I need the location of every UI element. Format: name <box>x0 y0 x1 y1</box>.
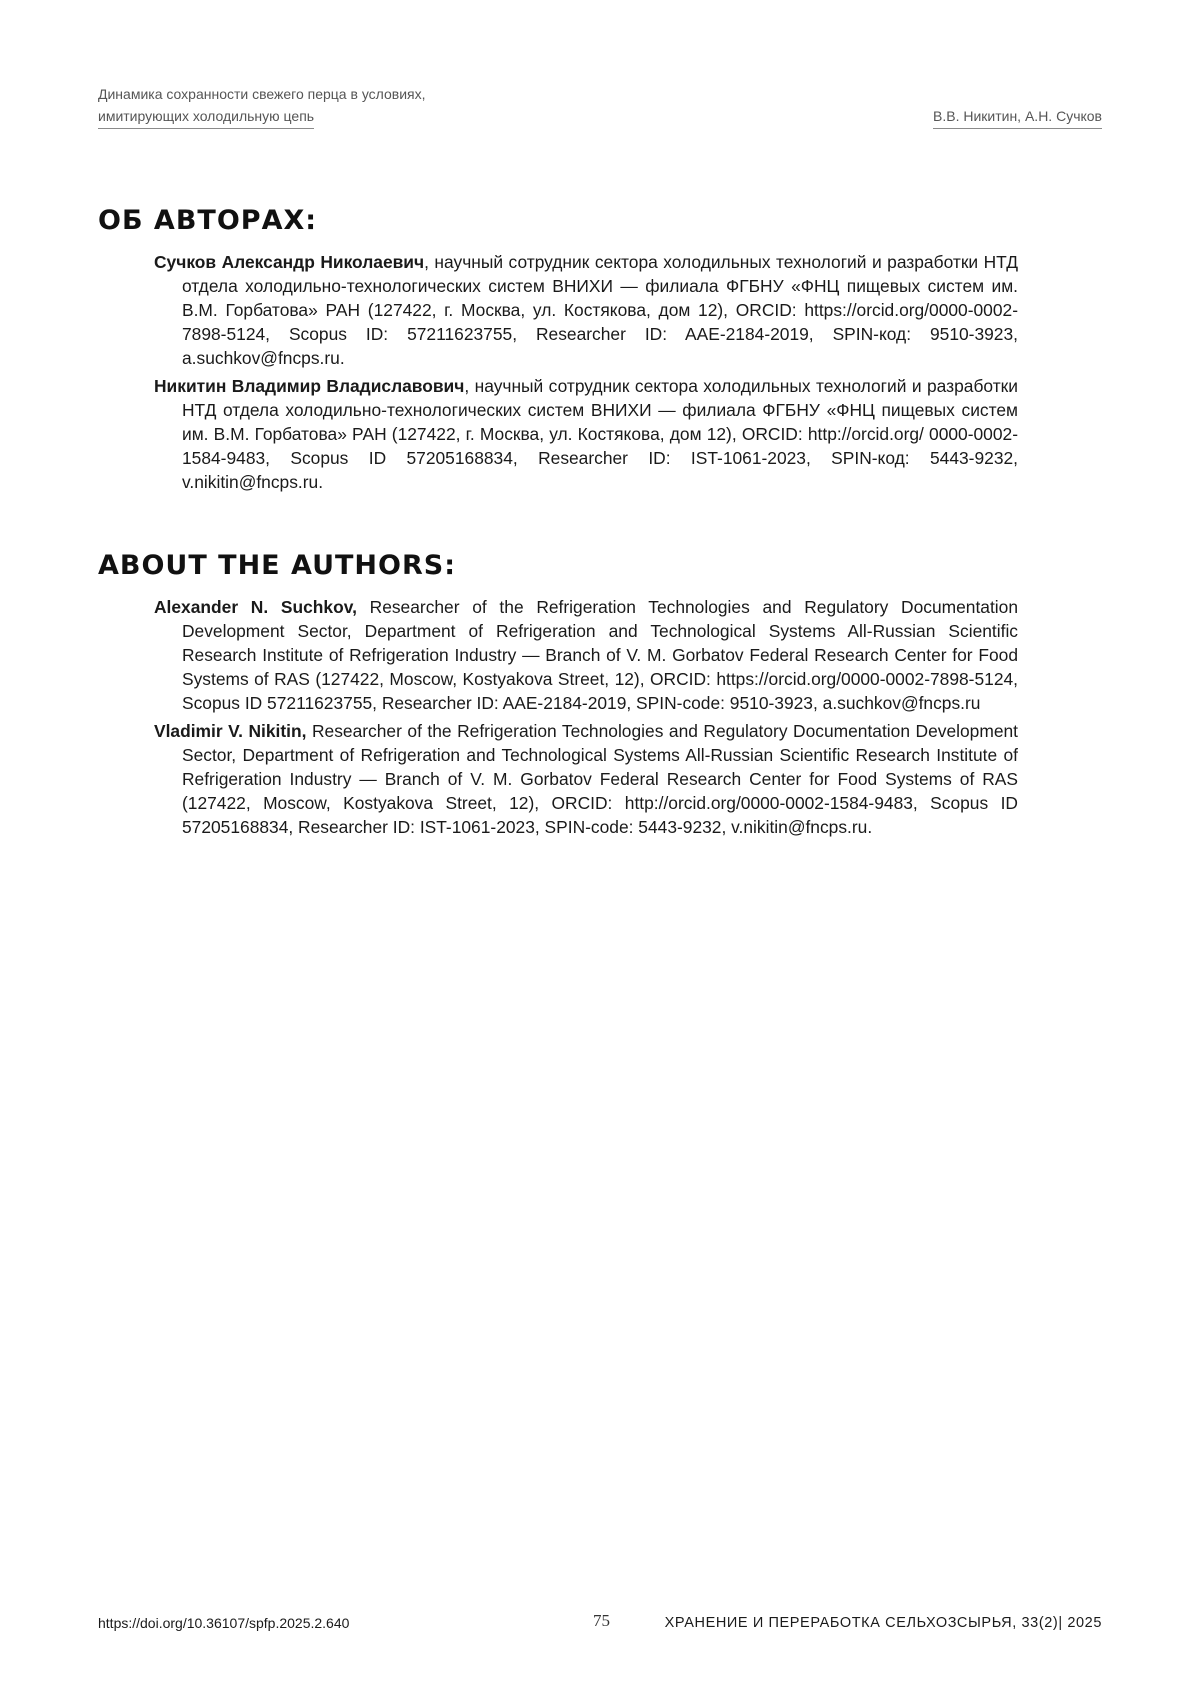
journal-name: ХРАНЕНИЕ И ПЕРЕРАБОТКА СЕЛЬХОЗСЫРЬЯ, 33(2)| 2025 <box>664 1615 1102 1631</box>
article-authors-text: В.В. Никитин, А.Н. Сучков <box>933 106 1102 129</box>
about-authors-ru <box>98 205 1018 498</box>
author-entry-suchkov-en <box>154 595 1018 715</box>
author-bio: Researcher of the Refrigeration Technologies and Regulatory Documentation Development Sector, Department of Refrigeration and Technological Systems All-Russian Scientific Research Institute of Refrigeration Industry — Branch of V. M. Gorbatov Federal Research Center for Food Systems of RAS (127422, Moscow, Kostyakova Street, 12), ORCID: https://orcid.org/0000-0002-7898-5124, Scopus ID 57211623755, Researcher ID: AAE-2184-2019, SPIN-code: 9510-3923, a.suchkov@fncps.ru <box>182 597 1018 713</box>
article-title-line-2: имитирующих холодильную цепь <box>98 106 314 129</box>
author-bio: , научный сотрудник сектора холодильных технологий и разработки НТД отдела холодильно-технологических систем ВНИХИ — филиала ФГБНУ «ФНЦ пищевых систем им. В.М. Горбатова» РАН (127422, г. Москва, ул. Костякова, дом 12), ORCID: http://orcid.org/ 0000-0002-1584-9483, Scopus ID 57205168834, Researcher ID: IST-1061-2023, SPIN-код: 5443-9232, v.nikitin@fncps.ru. <box>182 376 1018 492</box>
author-name: Сучков Александр Николаевич <box>154 252 425 272</box>
running-header <box>98 84 1102 129</box>
about-authors-en <box>98 550 1018 843</box>
running-footer <box>98 1613 1102 1637</box>
doi-link[interactable]: https://doi.org/10.36107/spfp.2025.2.640 <box>98 1615 350 1631</box>
page-number: 75 <box>593 1611 610 1630</box>
author-entry-suchkov-ru <box>154 250 1018 370</box>
author-name: Vladimir V. Nikitin, <box>154 721 307 741</box>
article-authors <box>933 106 1102 129</box>
author-name: Никитин Владимир Владиславович <box>154 376 465 396</box>
section-heading-en: ABOUT THE AUTHORS: <box>98 550 457 581</box>
article-title <box>98 84 426 129</box>
article-title-line-1: Динамика сохранности свежего перца в условиях, <box>98 86 426 102</box>
section-heading-ru: ОБ АВТОРАХ: <box>98 205 318 236</box>
author-entry-nikitin-en <box>154 719 1018 839</box>
author-bio: , научный сотрудник сектора холодильных технологий и разработки НТД отдела холодильно-технологических систем ВНИХИ — филиала ФГБНУ «ФНЦ пищевых систем им. В.М. Горбатова» РАН (127422, г. Москва, ул. Костякова, дом 12), ORCID: https://orcid.org/0000-0002-7898-5124, Scopus ID: 57211623755, Researcher ID: AAE-2184-2019, SPIN-код: 9510-3923, a.suchkov@fncps.ru. <box>182 252 1019 368</box>
author-entry-nikitin-ru <box>154 374 1018 494</box>
author-bio: Researcher of the Refrigeration Technologies and Regulatory Documentation Development Sector, Department of Refrigeration and Technological Systems All-Russian Scientific Research Institute of Refrigeration Industry — Branch of V. M. Gorbatov Federal Research Center for Food Systems of RAS (127422, Moscow, Kostyakova Street, 12), ORCID: http://orcid.org/0000-0002-1584-9483, Scopus ID 57205168834, Researcher ID: IST-1061-2023, SPIN-code: 5443-9232, v.nikitin@fncps.ru. <box>182 721 1019 837</box>
author-name: Alexander N. Suchkov, <box>154 597 357 617</box>
